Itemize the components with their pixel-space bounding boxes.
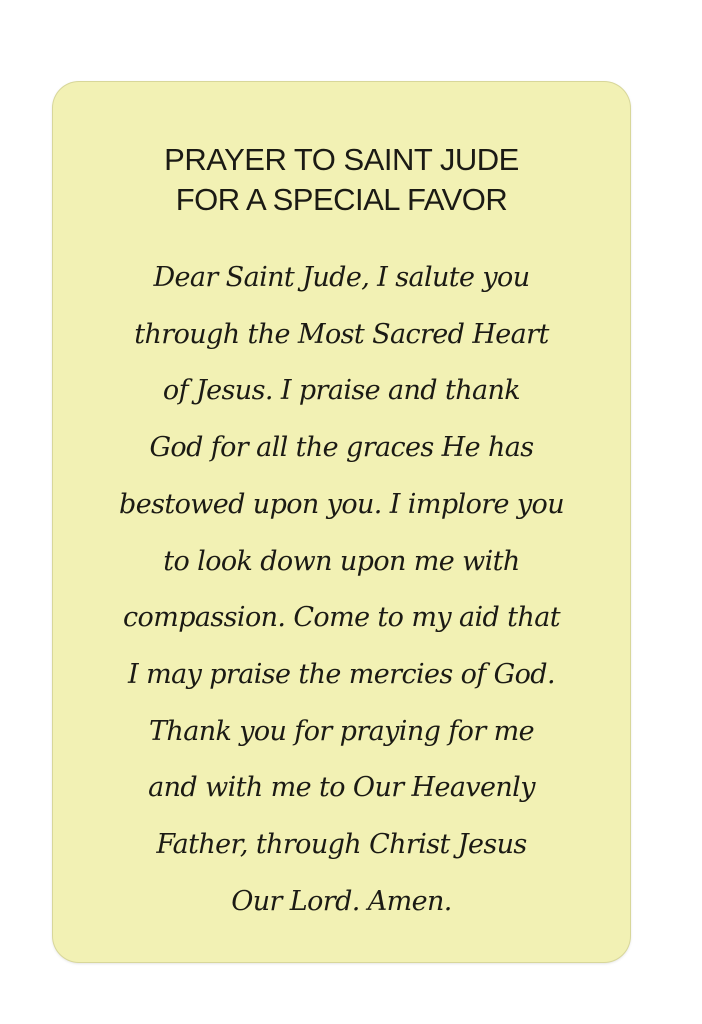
prayer-card: [53, 82, 630, 962]
prayer-line: bestowed upon you. I implore you: [119, 488, 564, 520]
prayer-line: compassion. Come to my aid that: [123, 602, 560, 634]
prayer-line: of Jesus. I praise and thank: [162, 375, 521, 407]
prayer-title: [53, 140, 630, 220]
title-line: FOR A SPECIAL FAVOR: [175, 182, 508, 217]
prayer-line: to look down upon me with: [163, 545, 520, 577]
title-line: PRAYER TO SAINT JUDE: [164, 142, 519, 177]
prayer-line: God for all the graces He has: [149, 432, 534, 464]
prayer-line: Our Lord. Amen.: [231, 885, 452, 917]
prayer-line: through the Most Sacred Heart: [134, 318, 549, 350]
prayer-line: and with me to Our Heavenly: [148, 772, 535, 804]
prayer-line: Thank you for praying for me: [149, 715, 534, 747]
prayer-line: I may praise the mercies of God.: [128, 658, 555, 690]
prayer-text: [53, 250, 630, 930]
prayer-line: Dear Saint Jude, I salute you: [153, 262, 530, 293]
prayer-line: Father, through Christ Jesus: [156, 829, 527, 861]
